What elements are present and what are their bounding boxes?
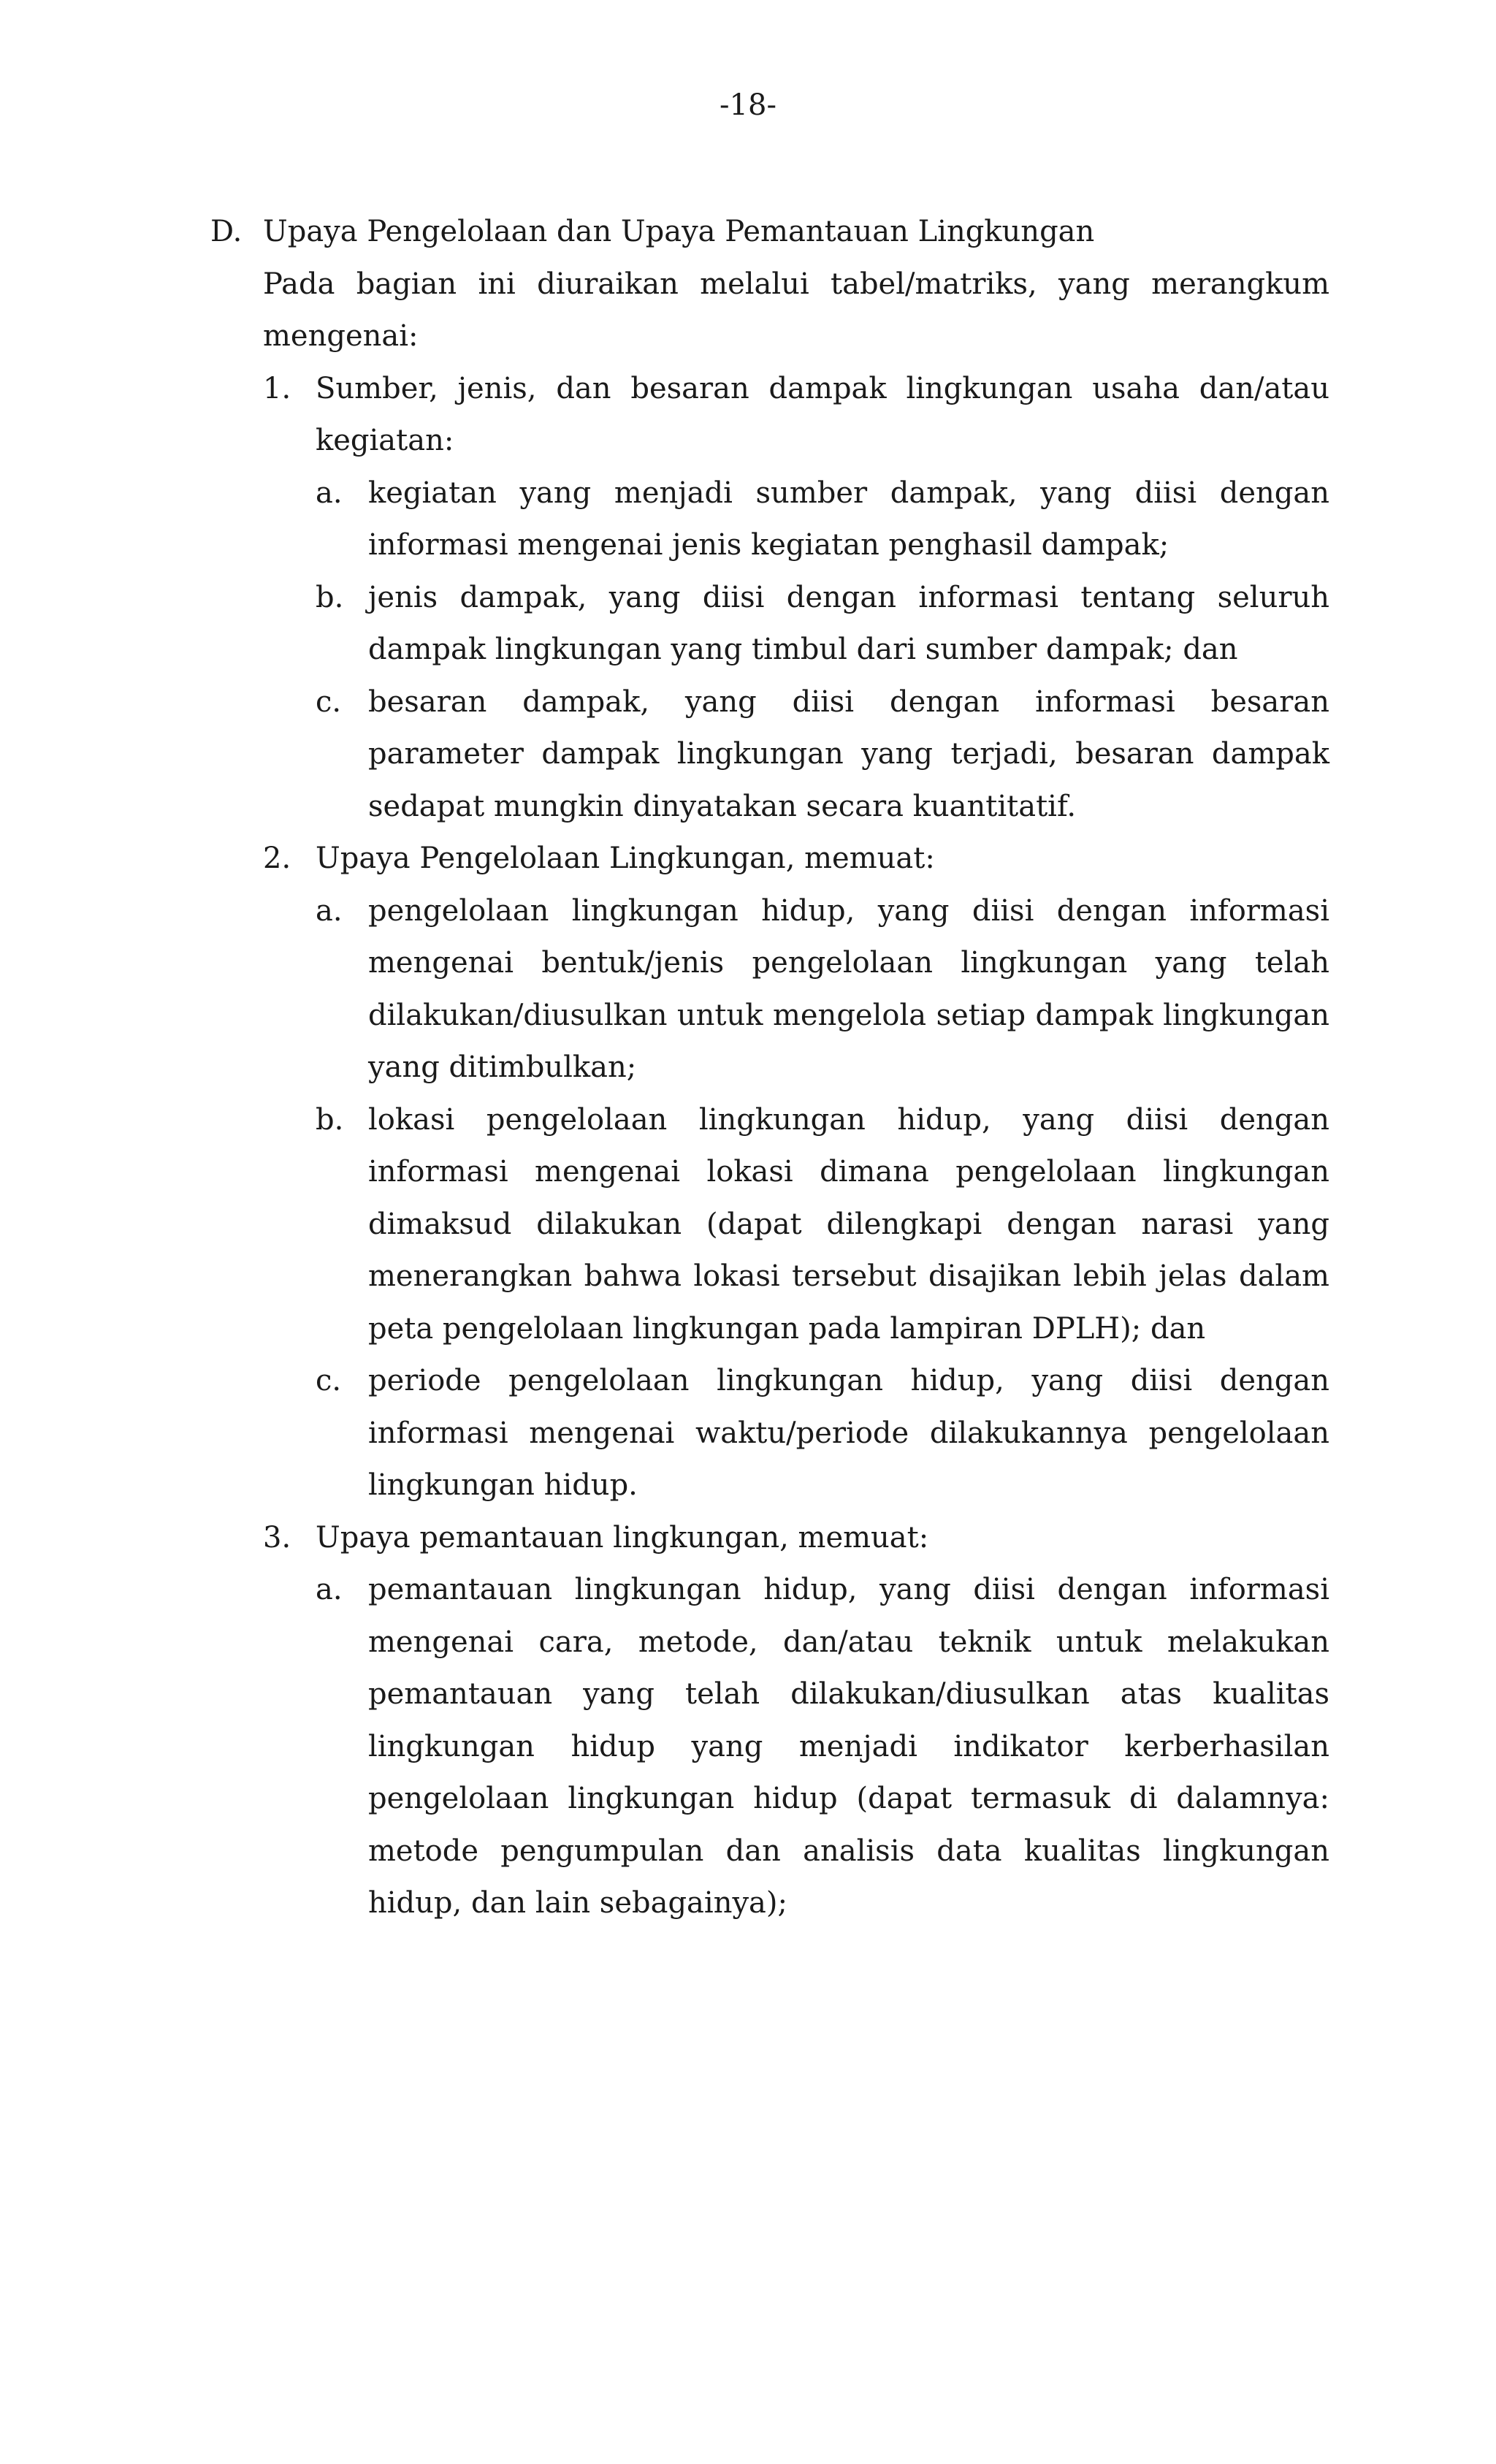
subitem-text: pengelolaan lingkungan hidup, yang diisi dengan informasi mengenai bentuk/jenis pengelolaan lingkungan yang telah dilakukan/diusulkan untuk mengelola setiap dampak lingkungan yang ditimbulkan; bbox=[368, 893, 1329, 1084]
subitem-text: jenis dampak, yang diisi dengan informasi tentang seluruh dampak lingkungan yang timbul dari sumber dampak; dan bbox=[368, 580, 1329, 666]
section-title: Upaya Pengelolaan dan Upaya Pemantauan Lingkungan bbox=[263, 215, 1095, 248]
list-item bbox=[0, 363, 1496, 468]
subitem-text: pemantauan lingkungan hidup, yang diisi dengan informasi mengenai cara, metode, dan/atau teknik untuk melakukan pemantauan yang telah dilakukan/diusulkan atas kualitas lingkungan hidup yang menjadi indikator kerberhasilan pengelolaan lingkungan hidup (dapat termasuk di dalamnya: metode pengumpulan dan analisis data kualitas lingkungan hidup, dan lain sebagainya); bbox=[368, 1573, 1329, 1920]
item-text: Upaya Pengelolaan Lingkungan, memuat: bbox=[316, 842, 935, 875]
document-body bbox=[0, 206, 1496, 1930]
section-heading bbox=[0, 206, 1496, 259]
subitem-marker: b. bbox=[316, 580, 344, 614]
item-text: Sumber, jenis, dan besaran dampak lingkungan usaha dan/atau kegiatan: bbox=[316, 371, 1329, 457]
subitem-marker: c. bbox=[316, 1364, 342, 1397]
item-marker: 3. bbox=[263, 1520, 291, 1555]
item-text: Upaya pemantauan lingkungan, memuat: bbox=[316, 1520, 929, 1555]
page-number: -18- bbox=[720, 88, 776, 122]
sub-list-item bbox=[0, 1094, 1496, 1356]
subitem-text: besaran dampak, yang diisi dengan informasi besaran parameter dampak lingkungan yang terjadi, besaran dampak sedapat mungkin dinyatakan secara kuantitatif. bbox=[368, 684, 1329, 823]
list-item bbox=[0, 833, 1496, 885]
list-item bbox=[0, 1512, 1496, 1565]
subitem-marker: a. bbox=[316, 476, 343, 510]
section-intro bbox=[0, 259, 1496, 363]
sub-list-item bbox=[0, 885, 1496, 1094]
subitem-marker: b. bbox=[316, 1102, 344, 1137]
item-marker: 1. bbox=[263, 371, 291, 405]
subitem-text: lokasi pengelolaan lingkungan hidup, yang diisi dengan informasi mengenai lokasi dimana pengelolaan lingkungan dimaksud dilakukan (dapat dilengkapi dengan narasi yang menerangkan bahwa lokasi tersebut disajikan lebih jelas dalam peta pengelolaan lingkungan pada lampiran DPLH); dan bbox=[368, 1102, 1329, 1346]
sub-list-item bbox=[0, 1564, 1496, 1930]
sub-list-item bbox=[0, 572, 1496, 676]
section-marker: D. bbox=[210, 215, 243, 248]
subitem-marker: a. bbox=[316, 1573, 343, 1606]
subitem-text: kegiatan yang menjadi sumber dampak, yang diisi dengan informasi mengenai jenis kegiatan penghasil dampak; bbox=[368, 476, 1329, 562]
item-marker: 2. bbox=[263, 842, 291, 875]
sub-list-item bbox=[0, 1355, 1496, 1512]
intro-paragraph: Pada bagian ini diuraikan melalui tabel/matriks, yang merangkum mengenai: bbox=[263, 267, 1329, 353]
subitem-marker: a. bbox=[316, 893, 343, 928]
sub-list-item bbox=[0, 468, 1496, 572]
subitem-text: periode pengelolaan lingkungan hidup, yang diisi dengan informasi mengenai waktu/periode dilakukannya pengelolaan lingkungan hidup. bbox=[368, 1364, 1329, 1502]
subitem-marker: c. bbox=[316, 684, 342, 719]
sub-list-item bbox=[0, 676, 1496, 834]
